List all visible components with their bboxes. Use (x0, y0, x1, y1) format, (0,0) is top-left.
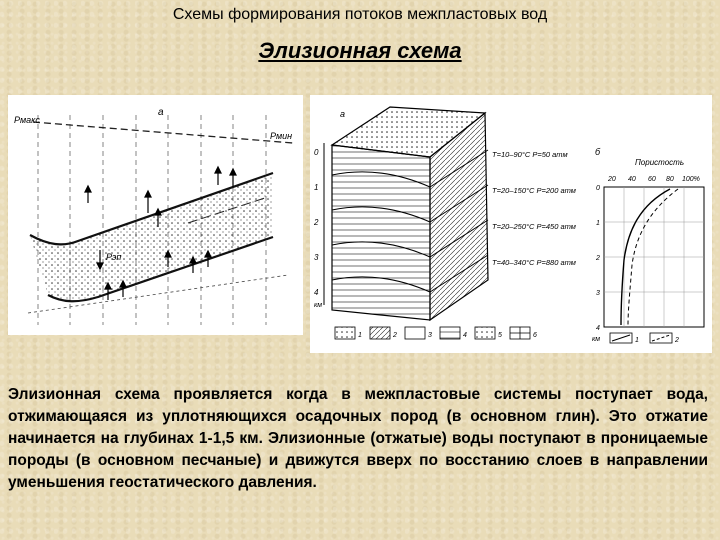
graph-title: Пористость (635, 158, 685, 167)
legend-2: 2 (393, 332, 397, 339)
legend-5: 5 (498, 332, 502, 339)
description-text: Элизионная схема проявляется когда в межпластовые системы поступает вода, отжимающаяся из уплотняющихся осадочных пород (в основном глин). Это отжатие начинается на глубинах 1-1,5 км. Элизионные (отжатые) воды поступают в проницаемые породы (в основном песчаные) и движутся вверх по восстанию слоев в направлении уменьшения геостатического давления. (8, 386, 708, 491)
graph-legend-2: 2 (675, 337, 679, 344)
graph-label-b: б (595, 147, 601, 157)
tick-40: 40 (628, 176, 636, 183)
annotation-4: T=40–340°C P=880 атм (492, 258, 576, 267)
compaction-block-figure (310, 95, 712, 353)
tick-100: 100% (682, 176, 700, 183)
legend-1: 1 (358, 332, 362, 339)
scale-1: 1 (314, 183, 319, 192)
legend-6: 6 (533, 332, 537, 339)
depth-4: 4 (596, 325, 600, 332)
annotation-2: T=20–150°C P=200 атм (492, 186, 576, 195)
p-min-label: Pмин (270, 131, 293, 141)
scale-2: 2 (314, 218, 319, 227)
depth-unit: км (592, 336, 601, 343)
elision-section-drawing (8, 95, 303, 335)
tick-60: 60 (648, 176, 656, 183)
compaction-block-drawing (310, 95, 712, 353)
depth-2: 2 (596, 255, 600, 262)
page-subtitle: Элизионная схема (258, 38, 462, 63)
figure-label-a: а (158, 107, 164, 118)
p-ep-label: Pэп (106, 252, 122, 262)
scale-unit: км (314, 302, 323, 309)
p-max-label: Pмакс (14, 115, 40, 125)
graph-legend-1: 1 (635, 337, 639, 344)
tick-80: 80 (666, 176, 674, 183)
annotation-1: T=10–90°C P=50 атм (492, 150, 568, 159)
block-front (332, 145, 430, 320)
tick-20: 20 (608, 176, 616, 183)
scale-4: 4 (314, 288, 319, 297)
legend-4: 4 (463, 332, 467, 339)
scale-3: 3 (314, 253, 319, 262)
legend-3: 3 (428, 332, 432, 339)
scale-0: 0 (314, 148, 319, 157)
annotation-3: T=20–250°C P=450 атм (492, 222, 576, 231)
page-title: Схемы формирования потоков межпластовых вод (172, 6, 548, 23)
block-label-a: а (340, 109, 346, 119)
elision-section-figure (8, 95, 303, 335)
depth-3: 3 (596, 290, 600, 297)
depth-1: 1 (596, 220, 600, 227)
depth-0: 0 (596, 185, 600, 192)
